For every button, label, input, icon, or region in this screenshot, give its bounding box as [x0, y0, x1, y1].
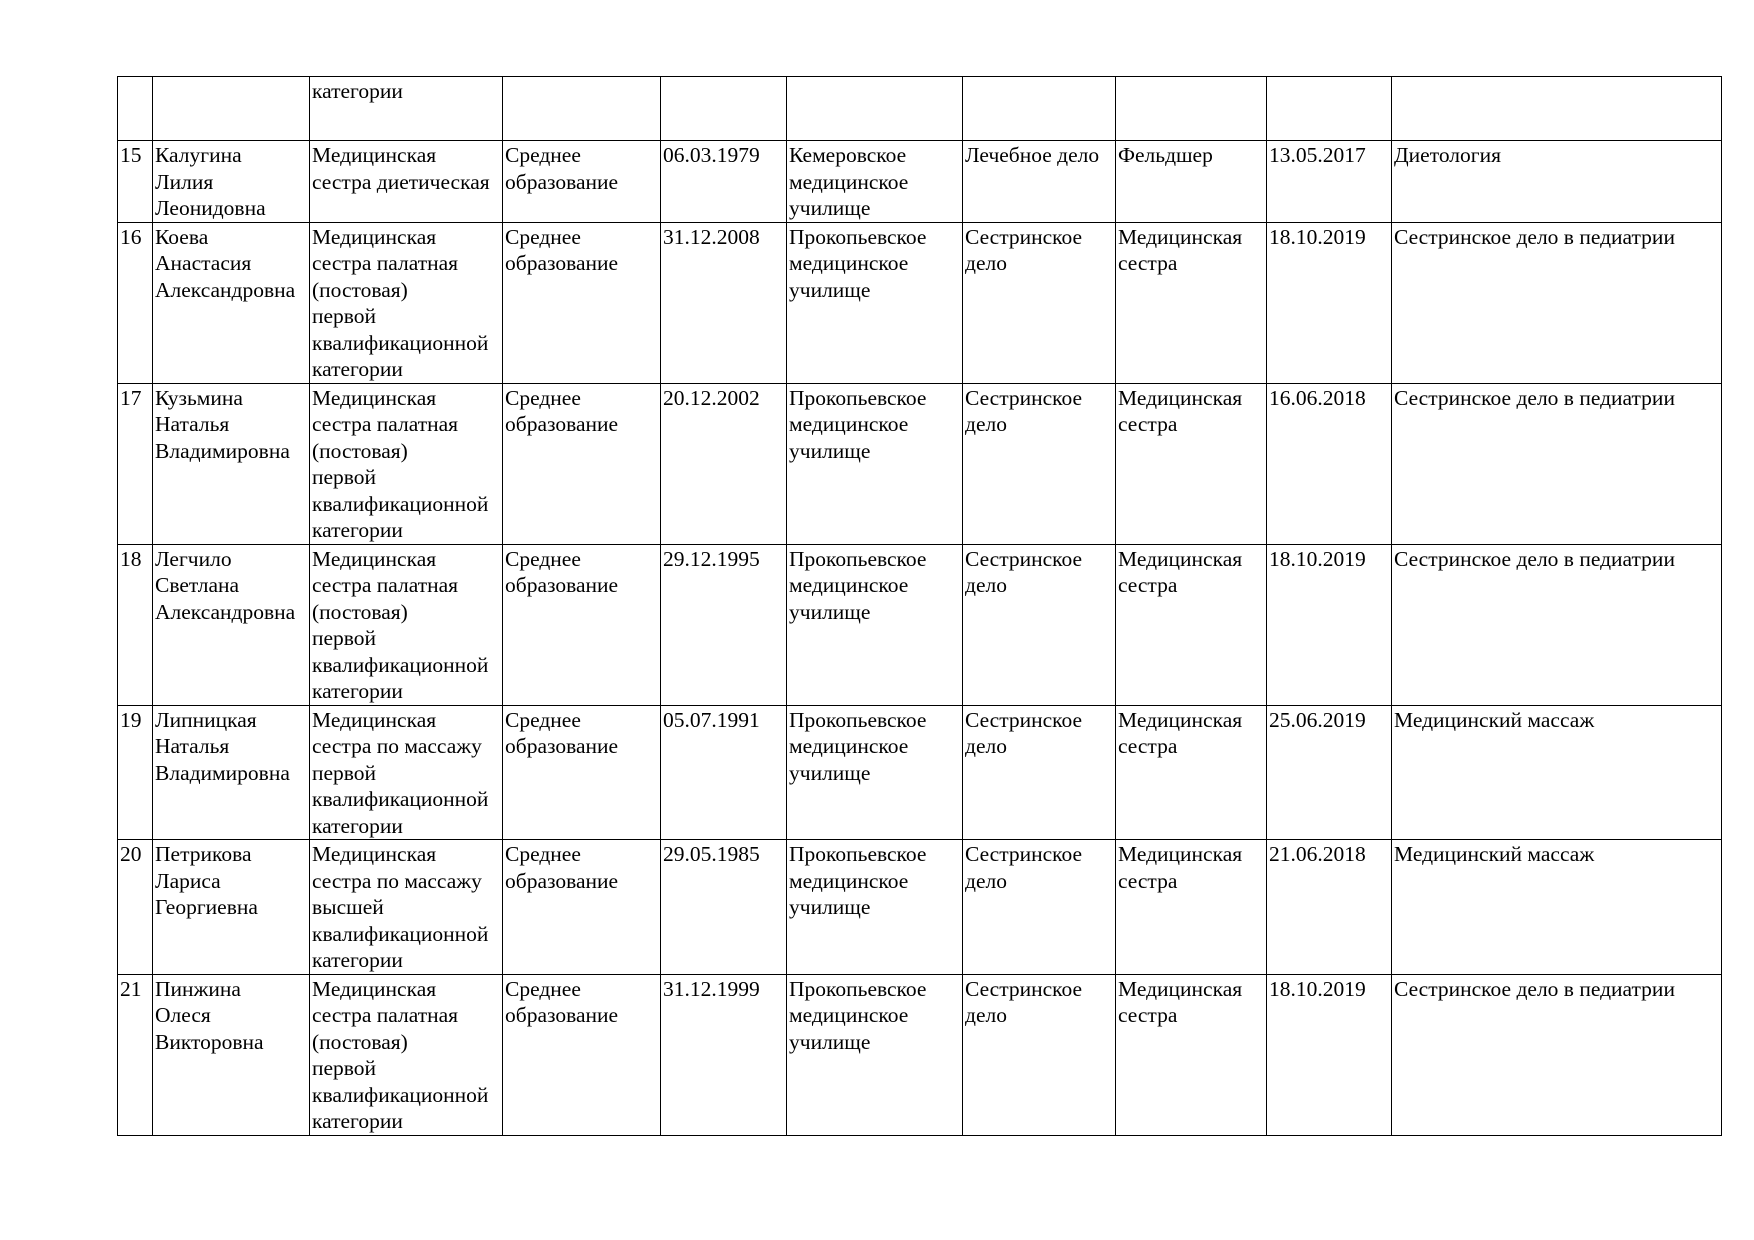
table-row: [118, 840, 1722, 975]
graduation-date-cell: [661, 383, 787, 544]
education-cell: [503, 77, 661, 141]
cell-line: сестра диетическая: [312, 169, 490, 194]
cell-line: Сестринское: [965, 842, 1083, 866]
cell-line: сестра палатная: [312, 1003, 459, 1027]
cell-line: первой: [312, 1056, 377, 1080]
cell-line: Георгиевна: [155, 895, 258, 919]
education-cell: [503, 705, 661, 840]
graduation-date-cell: [661, 77, 787, 141]
certificate-date-cell: 18.10.2019: [1267, 544, 1392, 705]
cell-line: образование: [505, 734, 619, 758]
cell-line: квалификационной: [312, 921, 489, 946]
table-body: [118, 77, 1722, 1136]
cell-line: медицинское: [789, 868, 909, 893]
certificate-date-cell: [1267, 77, 1392, 141]
qualification-cell: [1116, 705, 1267, 840]
qualification-cell: [1116, 974, 1267, 1135]
graduation-date-cell: [661, 544, 787, 705]
specialty-cell: [963, 544, 1116, 705]
cell-line: образование: [505, 412, 619, 436]
qualification-cell: [1116, 544, 1267, 705]
cell-line: Среднее: [505, 707, 581, 732]
specialty-cell: [963, 974, 1116, 1135]
cell-line: сестра: [1118, 1003, 1178, 1027]
cell-line: (постовая): [312, 438, 408, 463]
cell-line: сестра: [1118, 734, 1178, 758]
cell-line: категории: [312, 813, 403, 838]
specialty-cell: [963, 77, 1116, 141]
cell-line: сестра по массажу: [312, 868, 482, 893]
cell-line: квалификационной: [312, 491, 489, 516]
education-cell: [503, 544, 661, 705]
specialty-cell: [963, 141, 1116, 223]
institution-cell: [787, 544, 963, 705]
certificate-date-cell: 25.06.2019: [1267, 705, 1392, 840]
row-number-cell: 15: [118, 141, 153, 223]
cell-line: сестра: [1118, 573, 1178, 597]
qualification-cell: [1116, 141, 1267, 223]
cell-line: дело: [965, 868, 1007, 893]
institution-cell: [787, 141, 963, 223]
cell-line: Медицинская: [1118, 546, 1243, 571]
cell-line: 31.12.2008: [663, 224, 760, 249]
graduation-date-cell: [661, 705, 787, 840]
cell-line: 29.05.1985: [663, 842, 760, 866]
row-number-cell: 16: [118, 222, 153, 383]
cell-line: Медицинская: [1118, 842, 1243, 866]
cell-line: квалификационной: [312, 330, 489, 355]
employee-name-cell: [153, 840, 310, 975]
staff-table: [117, 76, 1722, 1136]
cell-line: медицинское: [789, 734, 909, 758]
cell-line: Кемеровское: [789, 143, 907, 167]
cell-line: категории: [312, 948, 403, 972]
certificate-specialty-cell: Диетология: [1392, 141, 1722, 223]
cell-line: сестра: [1118, 412, 1178, 436]
cell-line: Калугина: [155, 143, 242, 167]
position-cell: [310, 705, 503, 840]
institution-cell: [787, 77, 963, 141]
cell-line: медицинское: [789, 573, 909, 597]
employee-name-cell: [153, 705, 310, 840]
cell-line: Сестринское: [965, 546, 1083, 571]
certificate-specialty-cell: [1392, 77, 1722, 141]
cell-line: Среднее: [505, 976, 581, 1001]
cell-line: сестра палатная: [312, 573, 459, 597]
row-number-cell: 20: [118, 840, 153, 975]
cell-line: сестра палатная: [312, 412, 459, 436]
cell-line: Медицинская: [1118, 385, 1243, 410]
cell-line: категории: [312, 357, 403, 381]
cell-line: дело: [965, 734, 1007, 758]
table-row: [118, 705, 1722, 840]
row-number-cell: 17: [118, 383, 153, 544]
cell-line: Прокопьевское: [789, 385, 927, 410]
position-cell: [310, 974, 503, 1135]
cell-line: дело: [965, 1003, 1007, 1027]
cell-line: образование: [505, 573, 619, 597]
cell-line: Викторовна: [155, 1029, 264, 1054]
table-row: [118, 77, 1722, 141]
institution-cell: [787, 383, 963, 544]
certificate-specialty-cell: Сестринское дело в педиатрии: [1392, 544, 1722, 705]
cell-line: дело: [965, 573, 1007, 597]
cell-line: (постовая): [312, 277, 408, 302]
certificate-specialty-cell: Медицинский массаж: [1392, 705, 1722, 840]
cell-line: училище: [789, 599, 871, 624]
cell-line: училище: [789, 760, 871, 785]
employee-name-cell: [153, 383, 310, 544]
cell-line: 29.12.1995: [663, 546, 760, 571]
cell-line: квалификационной: [312, 1082, 489, 1107]
certificate-date-cell: 13.05.2017: [1267, 141, 1392, 223]
table-row: [118, 383, 1722, 544]
specialty-cell: [963, 383, 1116, 544]
cell-line: училище: [789, 895, 871, 919]
cell-line: Сестринское: [965, 385, 1083, 410]
cell-line: Сестринское: [965, 707, 1083, 732]
cell-line: Медицинская: [1118, 976, 1243, 1001]
cell-line: (постовая): [312, 599, 408, 624]
cell-line: первой: [312, 760, 377, 785]
graduation-date-cell: [661, 141, 787, 223]
cell-line: образование: [505, 1003, 619, 1027]
table-row: [118, 544, 1722, 705]
institution-cell: [787, 222, 963, 383]
employee-name-cell: [153, 141, 310, 223]
cell-line: Александровна: [155, 599, 296, 624]
certificate-specialty-cell: Сестринское дело в педиатрии: [1392, 974, 1722, 1135]
cell-line: медицинское: [789, 251, 909, 275]
position-cell: [310, 383, 503, 544]
cell-line: сестра: [1118, 251, 1178, 275]
education-cell: [503, 383, 661, 544]
certificate-date-cell: 18.10.2019: [1267, 222, 1392, 383]
cell-line: первой: [312, 465, 377, 489]
cell-line: Анастасия: [155, 251, 252, 275]
cell-line: первой: [312, 304, 377, 328]
cell-line: Пинжина: [155, 976, 241, 1001]
cell-line: Медицинская: [1118, 707, 1243, 732]
cell-line: 31.12.1999: [663, 976, 760, 1001]
cell-line: Александровна: [155, 277, 296, 302]
cell-line: образование: [505, 169, 619, 194]
position-cell: [310, 222, 503, 383]
certificate-specialty-cell: Сестринское дело в педиатрии: [1392, 383, 1722, 544]
cell-line: Прокопьевское: [789, 976, 927, 1001]
specialty-cell: [963, 222, 1116, 383]
education-cell: [503, 141, 661, 223]
certificate-date-cell: 16.06.2018: [1267, 383, 1392, 544]
cell-line: категории: [312, 518, 403, 542]
cell-line: Кузьмина: [155, 385, 243, 410]
certificate-date-cell: 21.06.2018: [1267, 840, 1392, 975]
graduation-date-cell: [661, 222, 787, 383]
cell-line: Лечебное дело: [965, 143, 1100, 167]
cell-line: первой: [312, 626, 377, 650]
cell-line: училище: [789, 277, 871, 302]
cell-line: дело: [965, 251, 1007, 275]
cell-line: Медицинская: [312, 976, 437, 1001]
cell-line: Прокопьевское: [789, 224, 927, 249]
cell-line: квалификационной: [312, 652, 489, 677]
education-cell: [503, 222, 661, 383]
qualification-cell: [1116, 383, 1267, 544]
cell-line: Прокопьевское: [789, 546, 927, 571]
cell-line: Медицинская: [312, 143, 437, 167]
cell-line: высшей: [312, 895, 384, 919]
position-cell: [310, 77, 503, 141]
cell-line: Светлана: [155, 573, 240, 597]
education-cell: [503, 974, 661, 1135]
cell-line: Среднее: [505, 385, 581, 410]
cell-line: училище: [789, 196, 871, 220]
cell-line: категории: [312, 679, 403, 703]
cell-line: образование: [505, 868, 619, 893]
cell-line: Медицинская: [312, 707, 437, 732]
cell-line: Легчило: [155, 546, 232, 571]
row-number-cell: 21: [118, 974, 153, 1135]
qualification-cell: [1116, 840, 1267, 975]
specialty-cell: [963, 705, 1116, 840]
cell-line: 05.07.1991: [663, 707, 760, 732]
cell-line: Леонидовна: [155, 196, 266, 220]
cell-line: Лилия: [155, 169, 214, 194]
cell-line: 06.03.1979: [663, 143, 760, 167]
cell-line: дело: [965, 412, 1007, 436]
qualification-cell: [1116, 77, 1267, 141]
cell-line: медицинское: [789, 412, 909, 436]
cell-line: Среднее: [505, 143, 581, 167]
cell-line: Медицинская: [312, 224, 437, 249]
cell-line: Среднее: [505, 842, 581, 866]
cell-line: Прокопьевское: [789, 707, 927, 732]
row-number-cell: 18: [118, 544, 153, 705]
certificate-specialty-cell: Медицинский массаж: [1392, 840, 1722, 975]
institution-cell: [787, 705, 963, 840]
table-row: [118, 222, 1722, 383]
cell-line: Медицинская: [312, 546, 437, 571]
cell-line: Медицинская: [312, 385, 437, 410]
certificate-date-cell: 18.10.2019: [1267, 974, 1392, 1135]
cell-line: Прокопьевское: [789, 842, 927, 866]
cell-line: Сестринское: [965, 224, 1083, 249]
row-number-cell: 19: [118, 705, 153, 840]
institution-cell: [787, 974, 963, 1135]
specialty-cell: [963, 840, 1116, 975]
cell-line: сестра по массажу: [312, 734, 482, 758]
cell-line: сестра: [1118, 868, 1178, 893]
cell-line: категории: [312, 1109, 403, 1133]
table-row: [118, 141, 1722, 223]
cell-line: Липницкая: [155, 707, 257, 732]
row-number-cell: [118, 77, 153, 141]
position-cell: [310, 141, 503, 223]
cell-line: училище: [789, 1029, 871, 1054]
cell-line: 20.12.2002: [663, 385, 760, 410]
cell-line: Медицинская: [1118, 224, 1243, 249]
table-row: [118, 974, 1722, 1135]
cell-line: Петрикова: [155, 842, 252, 866]
cell-line: Среднее: [505, 224, 581, 249]
position-cell: [310, 840, 503, 975]
cell-line: Олеся: [155, 1003, 211, 1027]
qualification-cell: [1116, 222, 1267, 383]
employee-name-cell: [153, 77, 310, 141]
cell-line: Лариса: [155, 868, 221, 893]
cell-line: категории: [312, 79, 403, 103]
cell-line: квалификационной: [312, 787, 489, 811]
cell-line: Наталья: [155, 734, 230, 758]
position-cell: [310, 544, 503, 705]
cell-line: Владимировна: [155, 760, 290, 785]
graduation-date-cell: [661, 840, 787, 975]
employee-name-cell: [153, 544, 310, 705]
cell-line: училище: [789, 438, 871, 463]
cell-line: Коева: [155, 224, 209, 249]
education-cell: [503, 840, 661, 975]
cell-line: Владимировна: [155, 438, 290, 463]
cell-line: Медицинская: [312, 842, 437, 866]
employee-name-cell: [153, 974, 310, 1135]
cell-line: образование: [505, 251, 619, 275]
cell-line: Наталья: [155, 412, 230, 436]
institution-cell: [787, 840, 963, 975]
cell-line: Среднее: [505, 546, 581, 571]
cell-line: Сестринское: [965, 976, 1083, 1001]
graduation-date-cell: [661, 974, 787, 1135]
cell-line: медицинское: [789, 1003, 909, 1027]
certificate-specialty-cell: Сестринское дело в педиатрии: [1392, 222, 1722, 383]
cell-line: (постовая): [312, 1029, 408, 1054]
cell-line: Фельдшер: [1118, 143, 1213, 167]
employee-name-cell: [153, 222, 310, 383]
cell-line: медицинское: [789, 169, 909, 194]
cell-line: сестра палатная: [312, 251, 459, 275]
